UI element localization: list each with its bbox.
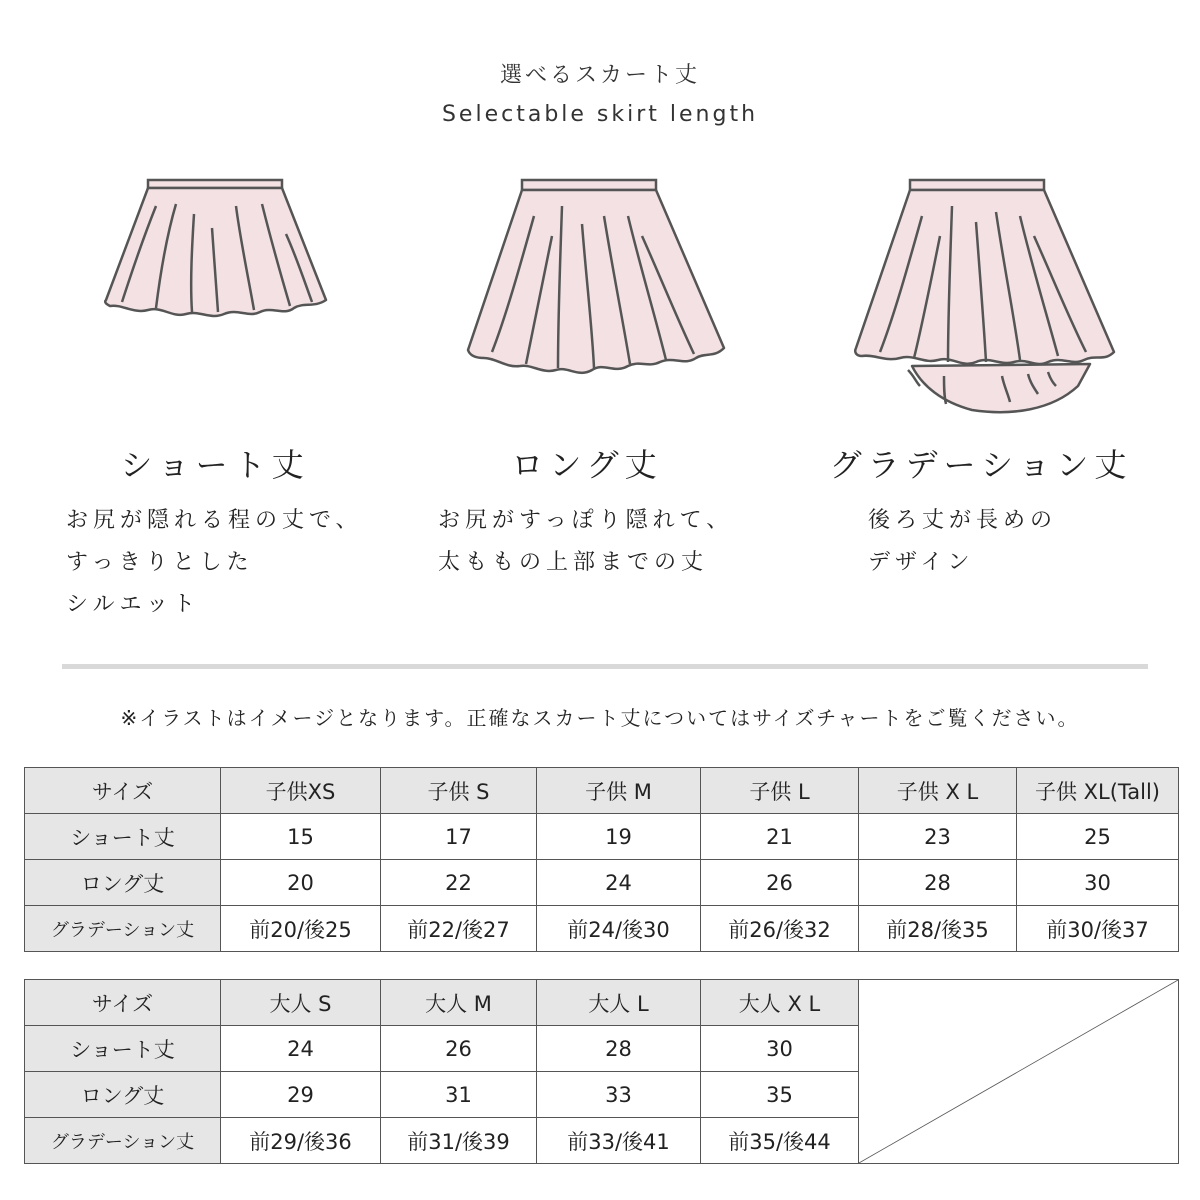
long-skirt-illustration	[462, 176, 728, 382]
table-cell: 前35/後44	[701, 1118, 859, 1164]
header-cell: 子供XS	[221, 768, 381, 814]
section-divider	[62, 664, 1148, 669]
table-cell: 24	[537, 860, 701, 906]
table-cell: 28	[859, 860, 1017, 906]
style-name-gradation: グラデーション丈	[829, 446, 1133, 484]
empty-cell-crossed	[859, 980, 1179, 1164]
table-cell: 33	[537, 1072, 701, 1118]
header-cell: 子供 L	[701, 768, 859, 814]
header-cell: サイズ	[25, 768, 221, 814]
table-cell: 前22/後27	[381, 906, 537, 952]
table-cell: 前20/後25	[221, 906, 381, 952]
table-cell: 21	[701, 814, 859, 860]
table-cell: 29	[221, 1072, 381, 1118]
header-cell: 大人 S	[221, 980, 381, 1026]
table-cell: 30	[1017, 860, 1179, 906]
table-cell: 26	[701, 860, 859, 906]
table-cell: 25	[1017, 814, 1179, 860]
table-cell: 19	[537, 814, 701, 860]
page-title-ja: 選べるスカート丈	[499, 63, 700, 88]
header-cell: サイズ	[25, 980, 221, 1026]
table-cell: 31	[381, 1072, 537, 1118]
table-cell: 前26/後32	[701, 906, 859, 952]
style-name-short: ショート丈	[120, 446, 310, 484]
page-title-en: Selectable skirt length	[441, 102, 759, 127]
row-label: ロング丈	[25, 860, 221, 906]
short-skirt-illustration	[100, 176, 332, 332]
table-row	[25, 814, 1179, 860]
table-row	[25, 906, 1179, 952]
header-cell: 大人 L	[537, 980, 701, 1026]
table-cell: 15	[221, 814, 381, 860]
row-label: グラデーション丈	[25, 906, 221, 952]
table-cell: 28	[537, 1026, 701, 1072]
disclaimer-note: ※イラストはイメージとなります。正確なスカート丈についてはサイズチャートをご覧ください。	[120, 706, 1080, 730]
kids-size-table	[24, 767, 1179, 952]
diagonal-line	[859, 980, 1178, 1163]
header-cell: 大人 M	[381, 980, 537, 1026]
header-cell: 子供 X L	[859, 768, 1017, 814]
gradation-skirt-illustration	[852, 176, 1118, 416]
row-label: グラデーション丈	[25, 1118, 221, 1164]
header-cell: 子供 S	[381, 768, 537, 814]
table-cell: 23	[859, 814, 1017, 860]
table-cell: 17	[381, 814, 537, 860]
style-name-long: ロング丈	[511, 446, 663, 484]
style-desc-short: お尻が隠れる程の丈で、 すっきりとした シルエット	[66, 508, 363, 617]
style-desc-long: お尻がすっぽり隠れて、 太ももの上部までの丈	[438, 508, 734, 575]
style-desc-gradation: 後ろ丈が長めの デザイン	[868, 508, 1058, 575]
table-cell: 30	[701, 1026, 859, 1072]
table-cell: 22	[381, 860, 537, 906]
row-label: ショート丈	[25, 814, 221, 860]
table-cell: 26	[381, 1026, 537, 1072]
row-label: ショート丈	[25, 1026, 221, 1072]
table-cell: 前33/後41	[537, 1118, 701, 1164]
table-header-row	[25, 768, 1179, 814]
row-label: ロング丈	[25, 1072, 221, 1118]
table-cell: 35	[701, 1072, 859, 1118]
table-header-row	[25, 980, 1179, 1026]
table-cell: 前28/後35	[859, 906, 1017, 952]
table-row	[25, 860, 1179, 906]
table-cell: 前29/後36	[221, 1118, 381, 1164]
table-cell: 前30/後37	[1017, 906, 1179, 952]
adult-size-table	[24, 979, 1179, 1164]
header-cell: 子供 M	[537, 768, 701, 814]
table-cell: 24	[221, 1026, 381, 1072]
table-cell: 前24/後30	[537, 906, 701, 952]
header-cell: 子供 XL(Tall)	[1017, 768, 1179, 814]
table-cell: 前31/後39	[381, 1118, 537, 1164]
table-cell: 20	[221, 860, 381, 906]
header-cell: 大人 X L	[701, 980, 859, 1026]
